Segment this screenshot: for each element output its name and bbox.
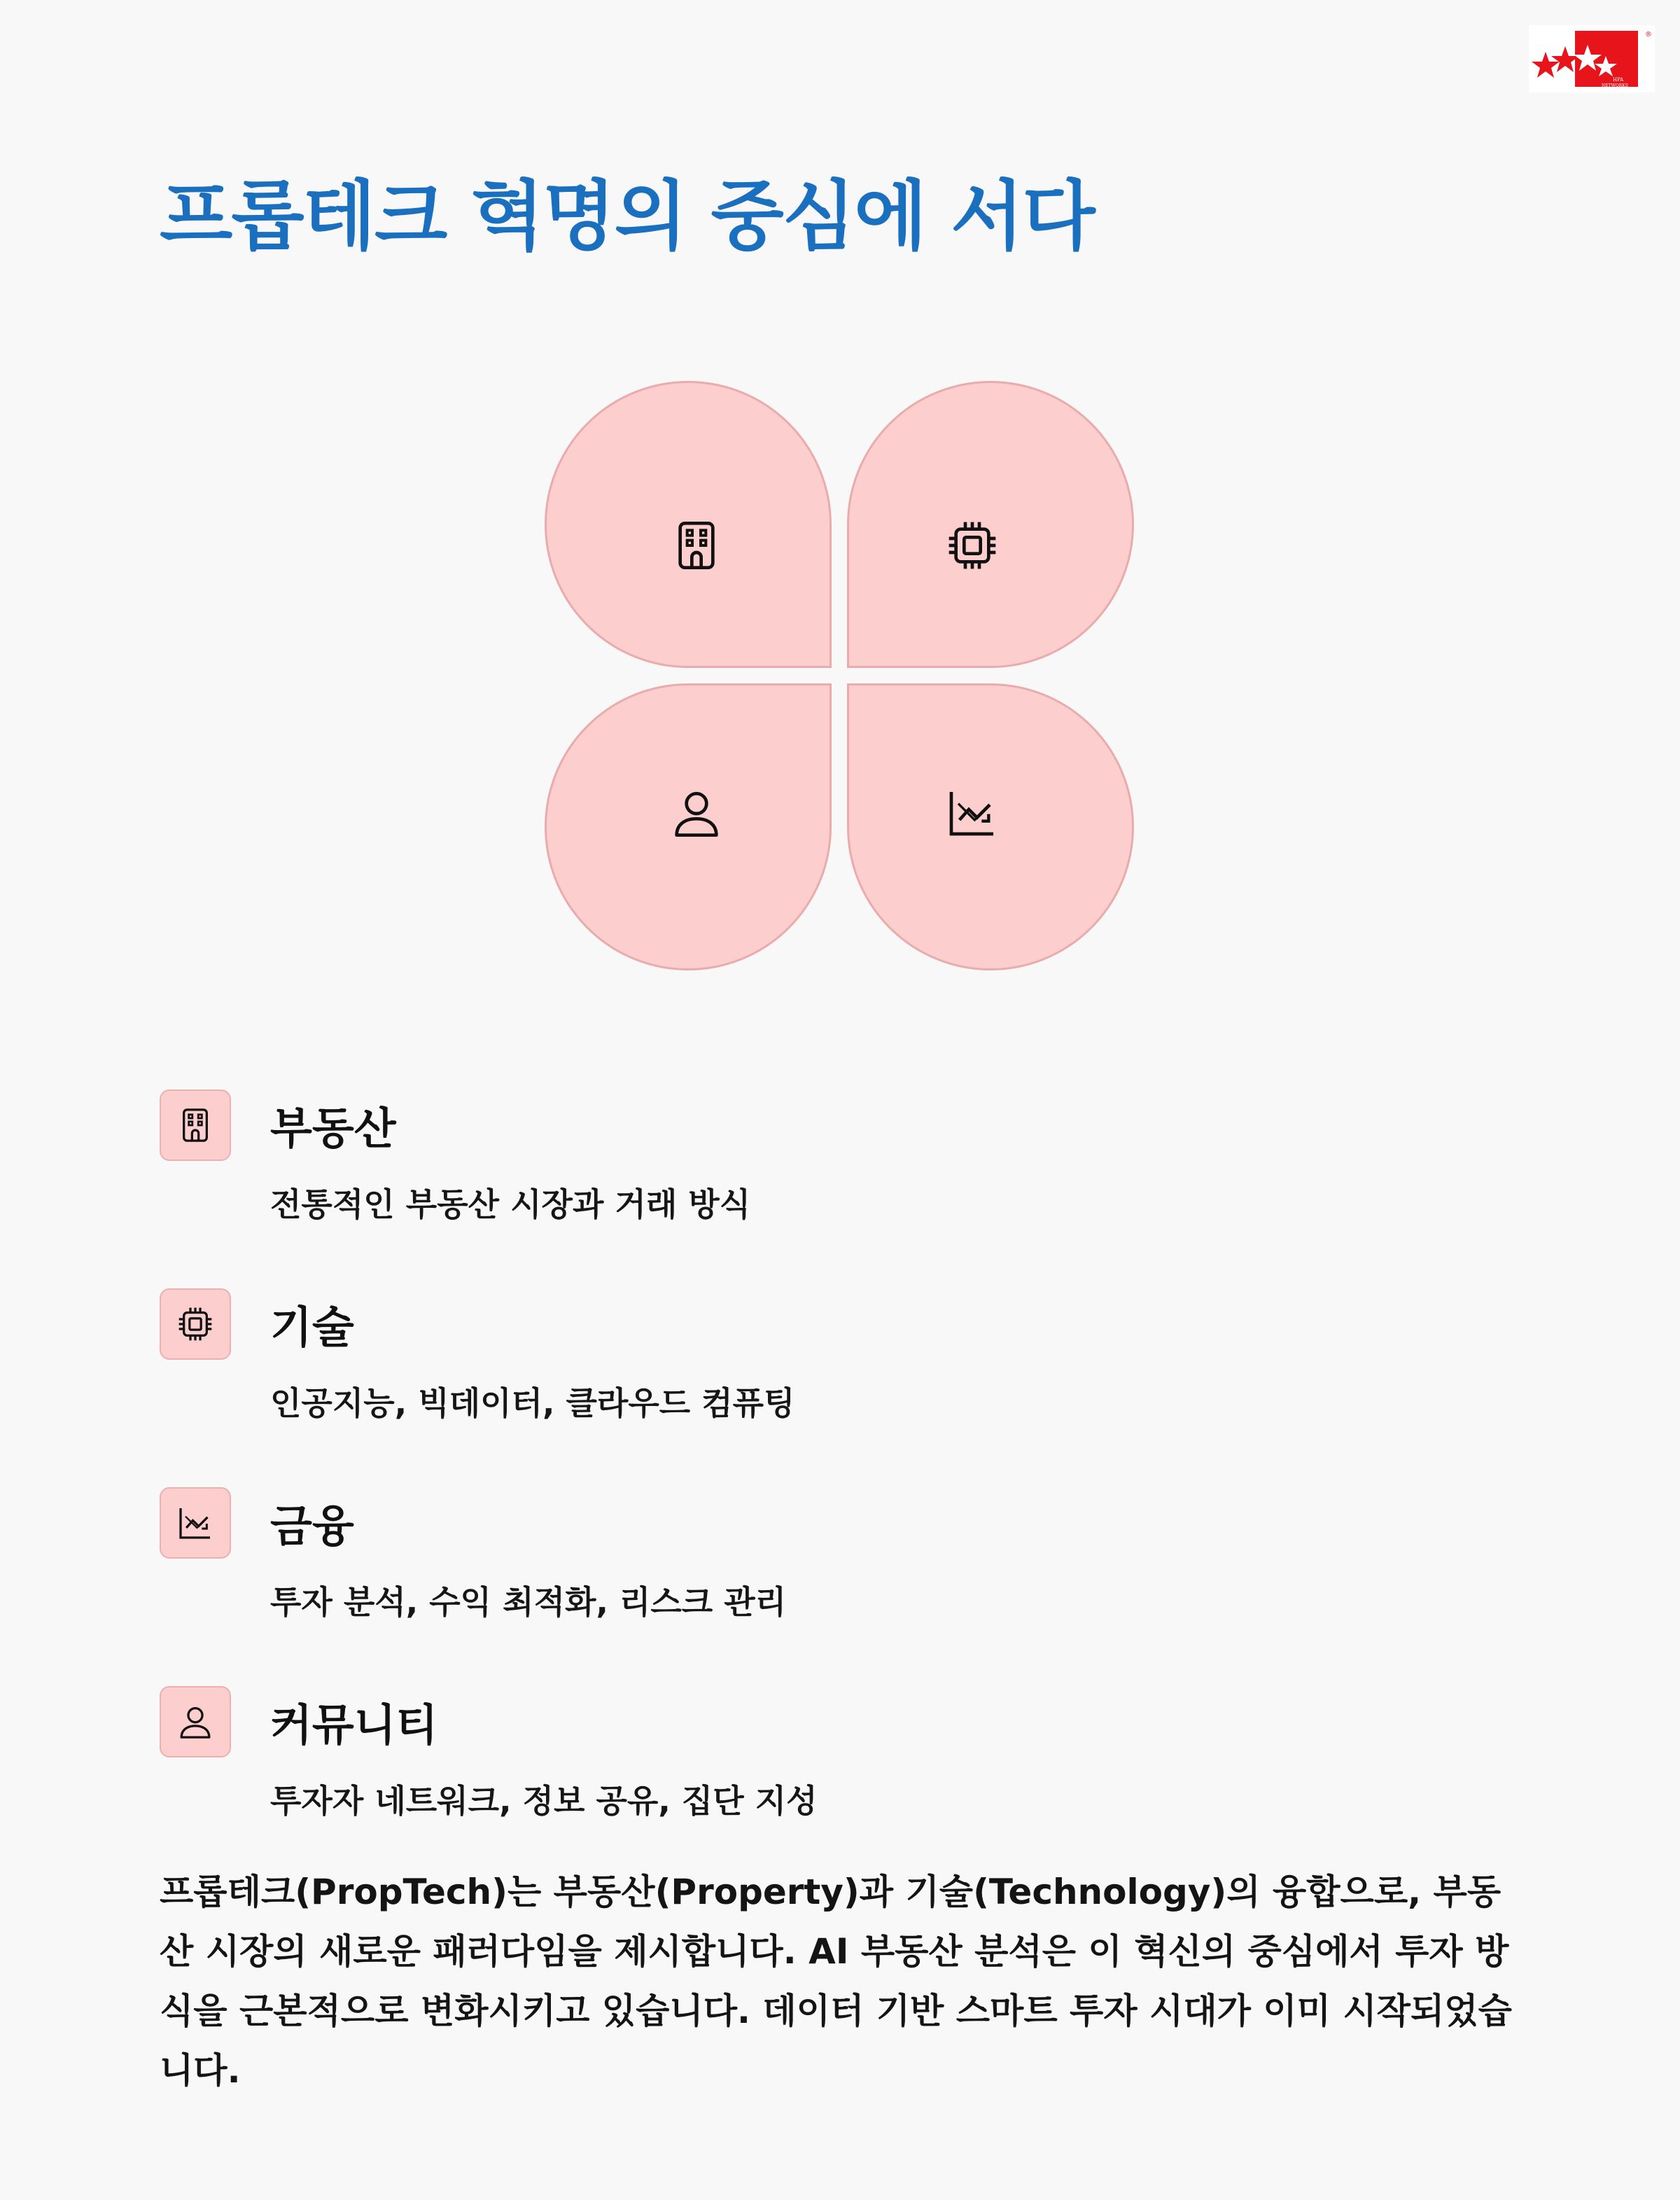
item-description: 인공지능, 빅데이터, 클라우드 컴퓨팅 <box>270 1384 795 1422</box>
petal-technology <box>847 381 1134 668</box>
user-icon <box>668 785 724 841</box>
list-item <box>160 1089 1280 1272</box>
list-item <box>160 1487 1280 1669</box>
item-title: 금융 <box>270 1501 354 1552</box>
list-item <box>160 1288 1280 1470</box>
logo-text-bottom: NETWORKS <box>1602 83 1628 88</box>
chip-icon <box>944 517 1000 573</box>
item-icon-box <box>160 1487 231 1559</box>
item-title: 기술 <box>270 1302 354 1353</box>
building-icon <box>668 517 724 573</box>
petal-real-estate <box>545 381 832 668</box>
item-icon-box <box>160 1288 231 1360</box>
brand-logo <box>1529 25 1655 92</box>
user-icon <box>176 1702 215 1741</box>
item-icon-box <box>160 1089 231 1161</box>
chart-trend-icon <box>944 785 1000 841</box>
page-title: 프롭테크 혁명의 중심에 서다 <box>160 173 1094 260</box>
item-icon-box <box>160 1686 231 1757</box>
item-title: 부동산 <box>270 1103 396 1154</box>
building-icon <box>176 1106 215 1145</box>
petal-community <box>545 683 832 970</box>
registered-mark: ® <box>1645 31 1652 39</box>
petal-finance <box>847 683 1134 970</box>
chip-icon <box>176 1304 215 1344</box>
list-item <box>160 1686 1280 1868</box>
item-title: 커뮤니티 <box>270 1699 438 1750</box>
item-description: 투자 분석, 수익 최적화, 리스크 관리 <box>270 1583 787 1621</box>
summary-paragraph: 프롭테크(PropTech)는 부동산(Property)과 기술(Technology)의 융합으로, 부동산 시장의 새로운 패러다임을 제시합니다. AI 부동산 분석은 이 혁신의 중심에서 투자 방식을 근본적으로 변화시키고 있습니다. 데이터 기반 스마트 투자 시대가 이미 시작되었습니다. <box>160 1872 1512 2091</box>
logo-text-top: HPA <box>1613 77 1624 83</box>
chart-trend-icon <box>176 1503 215 1543</box>
clover-diagram <box>545 381 1135 972</box>
item-description: 투자자 네트워크, 정보 공유, 집단 지성 <box>270 1782 818 1820</box>
item-description: 전통적인 부동산 시장과 거래 방식 <box>270 1185 751 1223</box>
